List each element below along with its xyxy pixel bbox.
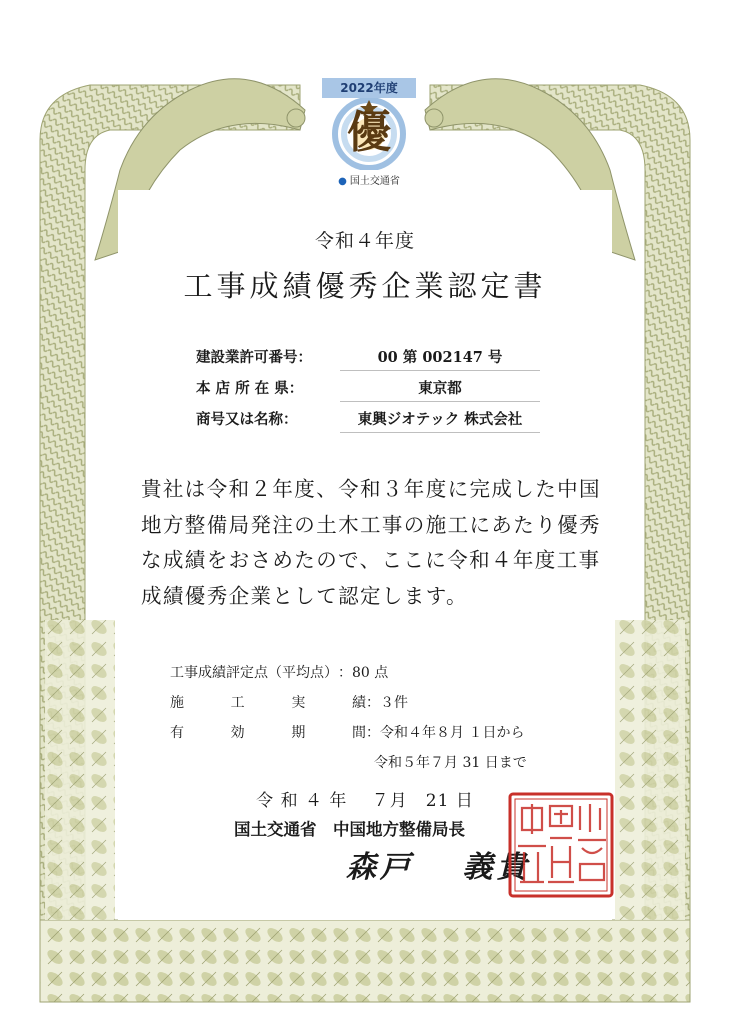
issuer-title: 国土交通省 中国地方整備局長 bbox=[234, 820, 465, 839]
ministry-logo-icon: ● bbox=[338, 176, 347, 187]
issue-date: 令 和 ４ 年 ７月 21 日 bbox=[256, 791, 474, 811]
company-name-value: 東興ジオテック 株式会社 bbox=[340, 408, 540, 433]
badge-ministry bbox=[322, 170, 416, 194]
badge-year: 2022年度 bbox=[322, 78, 416, 98]
company-name-label: 商号又は名称： bbox=[196, 411, 298, 428]
period-row bbox=[170, 722, 524, 742]
period-value: ：令和４年８月 １日から bbox=[366, 725, 525, 741]
score-row bbox=[170, 662, 388, 682]
badge-kanji: 優 bbox=[347, 107, 391, 158]
certificate-title: 工事成績優秀企業認定書 bbox=[183, 269, 547, 303]
prefecture-value: 東京都 bbox=[340, 377, 540, 402]
score-value: ：80 点 bbox=[338, 665, 389, 681]
permit-value: 00 第 002147 号 bbox=[340, 346, 540, 371]
certificate-body-text: 貴社は令和２年度、令和３年度に完成した中国地方整備局発注の土木工事の施工にあたり優秀な成績をおさめたので、ここに令和４年度工事成績優秀企業として認定します。 bbox=[141, 477, 601, 608]
period-end: 令和５年７月 31 日まで bbox=[374, 755, 527, 771]
excellence-badge bbox=[322, 78, 416, 194]
certificate-subtitle: 令和４年度 bbox=[314, 230, 415, 252]
works-row bbox=[170, 692, 408, 712]
works-value: ：３件 bbox=[366, 695, 408, 711]
badge-ministry-label: 国土交通省 bbox=[349, 176, 400, 187]
period-label: 有 効 期 間 bbox=[170, 725, 366, 741]
official-red-seal bbox=[506, 790, 616, 900]
score-label: 工事成績評定点（平均点） bbox=[170, 665, 338, 681]
permit-label: 建設業許可番号： bbox=[196, 349, 312, 366]
prefecture-label: 本 店 所 在 県： bbox=[196, 380, 304, 397]
works-label: 施 工 実 績 bbox=[170, 695, 366, 711]
signer-name: 森戸 義貴 bbox=[346, 850, 531, 885]
